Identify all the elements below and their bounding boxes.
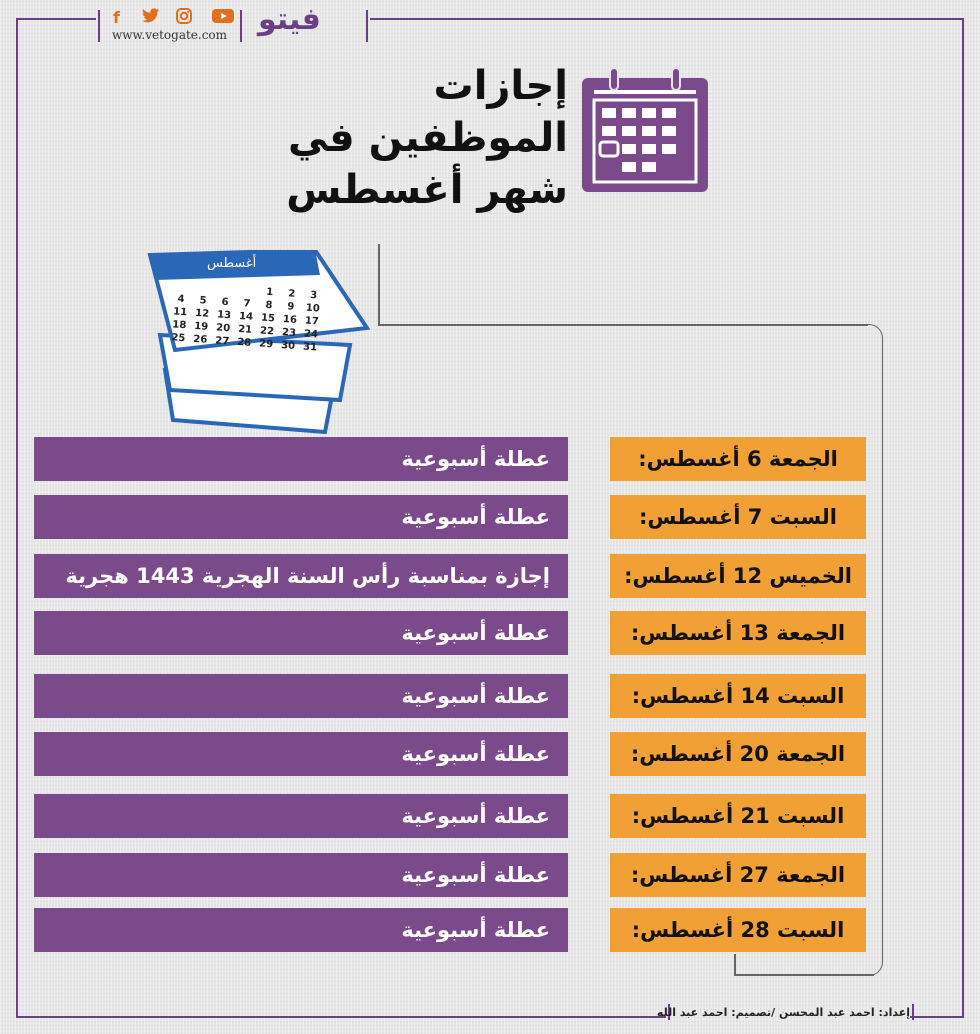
calendar-month-label: أغسطس xyxy=(207,256,257,271)
holiday-description: عطلة أسبوعية xyxy=(34,732,568,776)
calendar-day: 18 xyxy=(171,319,187,332)
holiday-date: السبت 21 أغسطس: xyxy=(610,794,866,838)
credits: إعداد: احمد عبد المحسن /تصميم: احمد عبد الله xyxy=(656,1006,910,1019)
holiday-date: الجمعة 20 أغسطس: xyxy=(610,732,866,776)
title-line-3: شهر أغسطس xyxy=(286,167,568,213)
frame-bottom-right xyxy=(910,1016,964,1018)
title-line-2: الموظفين في xyxy=(288,115,568,161)
calendar-day: 29 xyxy=(258,338,274,351)
calendar-day: 13 xyxy=(216,309,232,322)
calendar-day: 26 xyxy=(192,333,208,346)
calendar-day: 28 xyxy=(236,336,252,349)
calendar-day: 2 xyxy=(287,288,296,300)
holiday-date: السبت 14 أغسطس: xyxy=(610,674,866,718)
holiday-description: عطلة أسبوعية xyxy=(34,794,568,838)
instagram-icon[interactable] xyxy=(176,8,192,28)
header-divider-left xyxy=(98,10,100,42)
calendar-day: 16 xyxy=(282,314,298,326)
vetogate-logo[interactable]: فيتو xyxy=(258,2,321,37)
holiday-date: الخميس 12 أغسطس: xyxy=(610,554,866,598)
site-url[interactable]: www.vetogate.com xyxy=(112,28,228,42)
connector-horizontal xyxy=(378,324,868,326)
holiday-description: عطلة أسبوعية xyxy=(34,611,568,655)
frame-bottom-left xyxy=(16,1016,666,1018)
holiday-date: الجمعة 13 أغسطس: xyxy=(610,611,866,655)
holiday-description: عطلة أسبوعية xyxy=(34,853,568,897)
holiday-description: عطلة أسبوعية xyxy=(34,437,568,481)
holiday-date: السبت 28 أغسطس: xyxy=(610,908,866,952)
holiday-date: الجمعة 27 أغسطس: xyxy=(610,853,866,897)
calendar-day: 7 xyxy=(243,298,251,310)
calendar-day: 21 xyxy=(237,323,253,336)
calendar-day: 12 xyxy=(194,307,210,320)
holiday-description: إجازة بمناسبة رأس السنة الهجرية 1443 هجرية xyxy=(34,554,568,598)
youtube-icon[interactable] xyxy=(212,8,234,28)
calendar-day: 9 xyxy=(286,301,295,313)
calendar-day: 23 xyxy=(281,327,297,339)
twitter-icon[interactable] xyxy=(142,8,160,28)
calendar-day: 14 xyxy=(238,310,254,323)
title-line-1: إجازات xyxy=(433,63,568,109)
calendar-day: 20 xyxy=(215,322,231,335)
frame-top-right xyxy=(370,18,964,20)
page-title xyxy=(268,60,568,216)
calendar-day: 15 xyxy=(260,312,276,325)
frame-right-line xyxy=(962,18,964,1018)
calendar-day: 17 xyxy=(304,315,320,328)
calendar-day: 8 xyxy=(265,299,273,312)
calendar-day: 4 xyxy=(177,293,185,306)
holiday-description: عطلة أسبوعية xyxy=(34,495,568,539)
calendar-day: 24 xyxy=(303,328,319,341)
header-divider-right xyxy=(366,10,368,42)
holiday-date: السبت 7 أغسطس: xyxy=(610,495,866,539)
frame-top-bar xyxy=(16,18,96,20)
calendar-illustration xyxy=(145,250,370,435)
calendar-day: 30 xyxy=(280,339,296,352)
frame-top-line xyxy=(16,18,18,1018)
holiday-description: عطلة أسبوعية xyxy=(34,674,568,718)
calendar-day: 3 xyxy=(309,289,318,302)
calendar-day: 25 xyxy=(171,332,186,345)
connector-bottom xyxy=(734,974,874,976)
connector-vertical-top xyxy=(378,244,380,324)
calendar-day: 11 xyxy=(172,306,188,319)
calendar-day: 5 xyxy=(199,295,207,307)
calendar-day: 22 xyxy=(259,325,275,338)
calendar-day: 31 xyxy=(302,341,318,354)
calendar-day: 1 xyxy=(265,286,274,299)
calendar-day-grid xyxy=(167,280,341,355)
holiday-description: عطلة أسبوعية xyxy=(34,908,568,952)
calendar-day: 10 xyxy=(305,302,321,315)
header-divider-mid xyxy=(240,10,242,42)
facebook-icon[interactable]: f xyxy=(113,8,120,27)
calendar-day: 27 xyxy=(214,335,230,348)
holiday-date: الجمعة 6 أغسطس: xyxy=(610,437,866,481)
connector-bottom-tick xyxy=(734,954,736,974)
calendar-icon xyxy=(580,66,710,194)
credit-divider-right xyxy=(912,1004,914,1020)
calendar-day: 19 xyxy=(193,320,209,333)
calendar-day: 6 xyxy=(221,296,229,309)
